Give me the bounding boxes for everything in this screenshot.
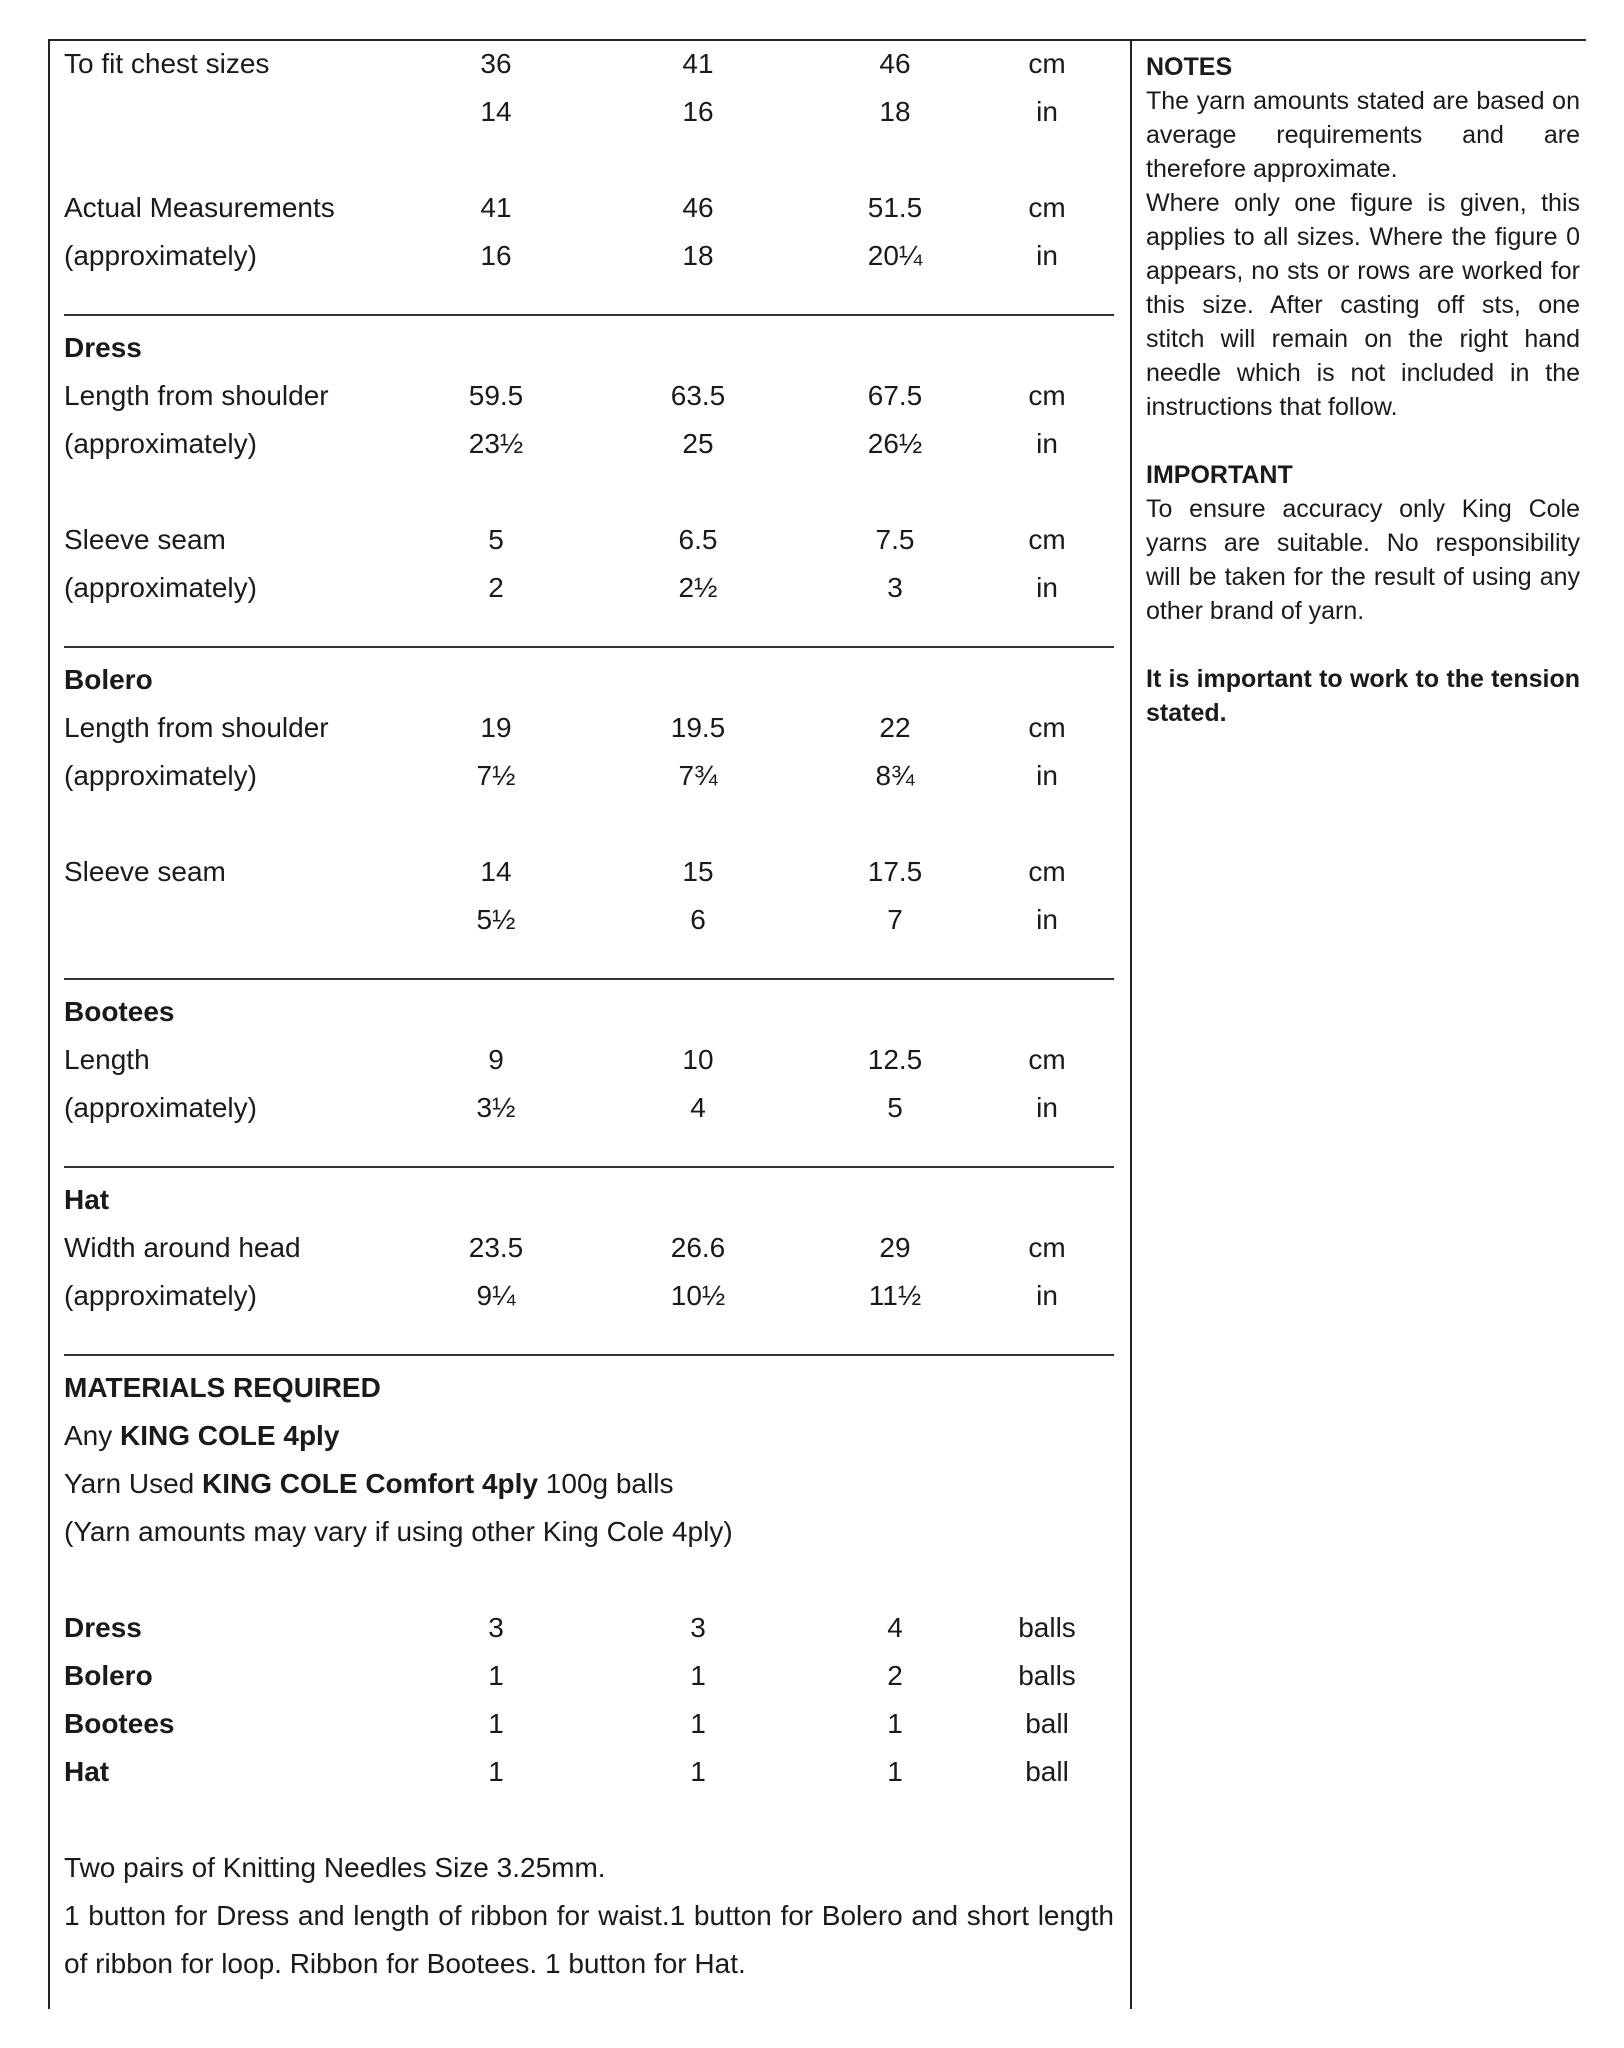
unit: cm	[1028, 524, 1066, 555]
unit: in	[1036, 1092, 1058, 1123]
unit: ball	[1025, 1756, 1069, 1787]
notes-heading: NOTES	[1146, 53, 1233, 81]
unit: balls	[1018, 1612, 1076, 1643]
value: 36	[480, 48, 512, 79]
value: 18	[682, 240, 714, 271]
value: 1	[887, 1756, 903, 1787]
value: 6	[690, 904, 706, 935]
value: 9¼	[476, 1280, 516, 1311]
tension-note: It is important to work to the tension stated.	[1146, 665, 1580, 727]
unit: in	[1036, 760, 1058, 791]
important-heading: IMPORTANT	[1146, 461, 1293, 489]
yarn-row-bootees	[64, 1700, 1114, 1748]
important-paragraph: To ensure accuracy only King Cole yarns are suitable. No responsibility will be taken for the result of using any other brand of yarn.	[1146, 495, 1580, 625]
item-label: Bootees	[64, 1708, 175, 1739]
value: 17.5	[867, 856, 923, 887]
materials-heading: MATERIALS REQUIRED	[64, 1372, 381, 1403]
value: 67.5	[867, 380, 923, 411]
section-divider	[64, 1166, 1114, 1168]
row-label: Actual Measurements	[64, 192, 335, 223]
column-divider	[1130, 39, 1132, 2009]
value: 11½	[868, 1280, 922, 1311]
section-divider	[64, 646, 1114, 648]
chest-in-row	[64, 88, 1114, 136]
bootees-length-in-row	[64, 1084, 1114, 1132]
bolero-length-cm-row	[64, 704, 1114, 752]
unit: cm	[1028, 1044, 1066, 1075]
unit: in	[1036, 240, 1058, 271]
row-label: (approximately)	[64, 428, 257, 459]
yarn-row-dress	[64, 1604, 1114, 1652]
yarn-row-bolero	[64, 1652, 1114, 1700]
dress-sleeve-in-row	[64, 564, 1114, 612]
row-label: (approximately)	[64, 1280, 257, 1311]
value: 16	[682, 96, 714, 127]
value: 8¾	[875, 760, 915, 791]
value: 3	[690, 1612, 706, 1643]
value: 1	[690, 1708, 706, 1739]
unit: in	[1036, 904, 1058, 935]
needles-text: Two pairs of Knitting Needles Size 3.25mm.	[64, 1852, 606, 1883]
section-divider	[64, 978, 1114, 980]
value: 19	[480, 712, 512, 743]
value: 4	[887, 1612, 903, 1643]
unit: cm	[1028, 856, 1066, 887]
unit: cm	[1028, 192, 1066, 223]
row-label: Sleeve seam	[64, 524, 226, 555]
bolero-length-in-row	[64, 752, 1114, 800]
value: 1	[488, 1660, 504, 1691]
value: 3	[887, 572, 903, 603]
bolero-sleeve-in-row	[64, 896, 1114, 944]
buttons-text: 1 button for Dress and length of ribbon for waist.1 button for Bolero and short length of ribbon for loop. Ribbon for Bootees. 1 button for Hat.	[64, 1900, 1114, 1979]
value: 2½	[678, 572, 718, 603]
value: 25	[682, 428, 714, 459]
unit: balls	[1018, 1660, 1076, 1691]
value: 7½	[476, 760, 516, 791]
value: 19.5	[670, 712, 726, 743]
value: 23½	[468, 428, 524, 459]
row-label: Length	[64, 1044, 150, 1075]
value: 1	[488, 1756, 504, 1787]
value: 6.5	[678, 524, 718, 555]
value: 20¼	[867, 240, 923, 271]
item-label: Hat	[64, 1756, 110, 1787]
value: 4	[690, 1092, 706, 1123]
unit: in	[1036, 428, 1058, 459]
row-label: Sleeve seam	[64, 856, 226, 887]
section-title-bootees: Bootees	[64, 996, 175, 1027]
materials-any-yarn: Any KING COLE 4ply	[64, 1420, 340, 1451]
section-title-hat: Hat	[64, 1184, 110, 1215]
value: 14	[480, 856, 512, 887]
value: 22	[879, 712, 911, 743]
dress-sleeve-cm-row	[64, 516, 1114, 564]
value: 7	[887, 904, 903, 935]
notes-column	[1146, 50, 1580, 730]
dress-length-cm-row	[64, 372, 1114, 420]
value: 46	[879, 48, 911, 79]
unit: in	[1036, 96, 1058, 127]
value: 1	[887, 1708, 903, 1739]
bolero-sleeve-cm-row	[64, 848, 1114, 896]
notes-paragraph-figures: Where only one figure is given, this applies to all sizes. Where the figure 0 appears, no sts or rows are worked for this size. After casting off sts, one stitch will remain on the right hand needle which is not included in the instructions that follow.	[1146, 189, 1580, 421]
bootees-length-cm-row	[64, 1036, 1114, 1084]
value: 3½	[476, 1092, 516, 1123]
value: 2	[887, 1660, 903, 1691]
value: 10½	[670, 1280, 726, 1311]
value: 3	[488, 1612, 504, 1643]
value: 41	[480, 192, 512, 223]
row-label: Length from shoulder	[64, 380, 329, 411]
row-label: (approximately)	[64, 572, 257, 603]
section-title-bolero: Bolero	[64, 664, 153, 695]
unit: cm	[1028, 380, 1066, 411]
row-label: Width around head	[64, 1232, 301, 1263]
left-rule	[48, 39, 50, 2009]
hat-width-in-row	[64, 1272, 1114, 1320]
value: 1	[690, 1756, 706, 1787]
unit: in	[1036, 1280, 1058, 1311]
row-label: (approximately)	[64, 760, 257, 791]
value: 26.6	[670, 1232, 726, 1263]
unit: cm	[1028, 48, 1066, 79]
value: 5	[488, 524, 504, 555]
section-divider	[64, 314, 1114, 316]
row-label: (approximately)	[64, 1092, 257, 1123]
value: 51.5	[867, 192, 923, 223]
value: 5	[887, 1092, 903, 1123]
chest-cm-row	[64, 40, 1114, 88]
value: 41	[682, 48, 714, 79]
value: 14	[480, 96, 512, 127]
materials-yarn-used: Yarn Used KING COLE Comfort 4ply 100g balls	[64, 1468, 674, 1499]
value: 10	[682, 1044, 714, 1075]
value: 63.5	[670, 380, 726, 411]
value: 29	[879, 1232, 911, 1263]
unit: ball	[1025, 1708, 1069, 1739]
actual-in-row	[64, 232, 1114, 280]
measurements-column	[64, 40, 1114, 1988]
actual-cm-row	[64, 184, 1114, 232]
item-label: Dress	[64, 1612, 142, 1643]
section-divider	[64, 1354, 1114, 1356]
value: 12.5	[867, 1044, 923, 1075]
dress-length-in-row	[64, 420, 1114, 468]
row-label: Length from shoulder	[64, 712, 329, 743]
row-label: To fit chest sizes	[64, 48, 270, 79]
yarn-row-hat	[64, 1748, 1114, 1796]
value: 16	[480, 240, 512, 271]
value: 9	[488, 1044, 504, 1075]
value: 23.5	[468, 1232, 524, 1263]
value: 1	[690, 1660, 706, 1691]
value: 2	[488, 572, 504, 603]
value: 46	[682, 192, 714, 223]
section-title-dress: Dress	[64, 332, 142, 363]
value: 7.5	[875, 524, 915, 555]
value: 1	[488, 1708, 504, 1739]
value: 15	[682, 856, 714, 887]
unit: cm	[1028, 1232, 1066, 1263]
value: 18	[879, 96, 911, 127]
notes-paragraph-yarn: The yarn amounts stated are based on average requirements and are therefore approximate.	[1146, 87, 1580, 183]
value: 7¾	[678, 760, 718, 791]
materials-vary-note: (Yarn amounts may vary if using other King Cole 4ply)	[64, 1516, 733, 1547]
row-label: (approximately)	[64, 240, 257, 271]
hat-width-cm-row	[64, 1224, 1114, 1272]
unit: cm	[1028, 712, 1066, 743]
item-label: Bolero	[64, 1660, 153, 1691]
value: 5½	[476, 904, 516, 935]
value: 59.5	[468, 380, 524, 411]
value: 26½	[867, 428, 923, 459]
unit: in	[1036, 572, 1058, 603]
